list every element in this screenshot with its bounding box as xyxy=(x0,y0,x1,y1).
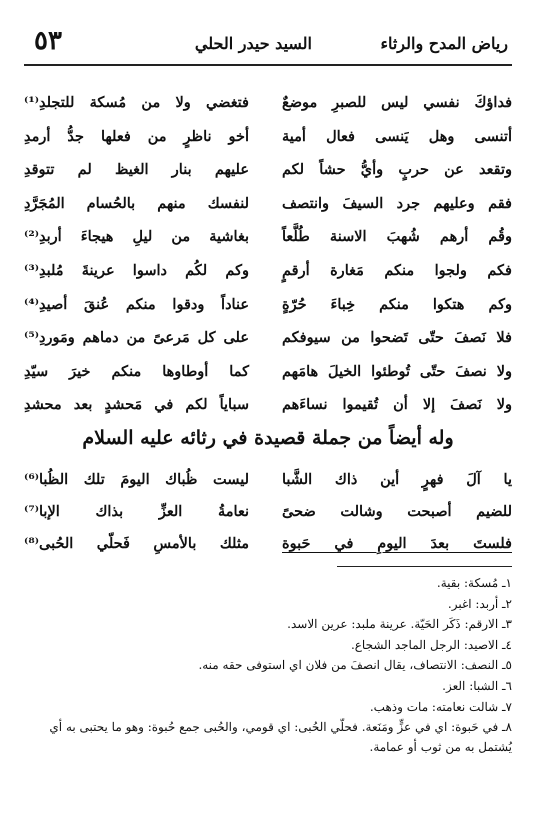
verse-row xyxy=(24,531,512,563)
verse-second-hemistich: عناداً ودقوا منكم عُنقَ أصيدِ⁽⁴⁾ xyxy=(24,295,249,313)
footnote: ١ـ مُسكة: بقية. xyxy=(436,576,512,590)
verse-first-hemistich: وتقعد عن حربٍ وأيُّ حشاً لكم xyxy=(282,161,512,179)
footnote: ٤ـ الاصيد: الرجل الماجد الشجاع. xyxy=(350,637,512,652)
verse-first-hemistich: فكم ولجوا منكم مَغارة أرقمٍ xyxy=(282,261,512,279)
verse-first-hemistich: فلستَ بعدَ اليومِ في حَبوة xyxy=(282,535,512,552)
footnote: ٧ـ شالت نعامته: مات وذهب. xyxy=(369,699,512,714)
verse-second-hemistich: كما أوطاوها منكم خيرَ سيّدِ xyxy=(24,362,249,380)
verse-row xyxy=(24,191,512,225)
verse-row xyxy=(24,292,512,326)
verse-first-hemistich: ولا نَصفَ إلا أن تُقيموا نساءَهم xyxy=(282,396,512,414)
verse-first-hemistich: فلا نَصفَ حتّى تَضحوا من سيوفكم xyxy=(282,329,512,347)
verse-first-hemistich: للضيم أصبحت وشالت ضحىً xyxy=(282,503,512,520)
author-name: السيد حيدر الحلي xyxy=(194,34,312,53)
verse-row xyxy=(24,499,512,531)
footnote-separator xyxy=(337,566,512,567)
verse-second-hemistich: لنفسك منهم بالحُسام المُجَرَّدِ xyxy=(24,194,249,212)
verse-row xyxy=(24,359,512,393)
verse-first-hemistich: ولا نصفَ حتّى تُوطئوا الخيلَ هامَهم xyxy=(282,362,512,380)
verse-row xyxy=(24,124,512,158)
verse-first-hemistich: أتنسى وهل يَنسى فعال أمية xyxy=(282,127,512,145)
verse-second-hemistich: مثلك بالأمسِ فَحلّي الحُبى⁽⁸⁾ xyxy=(24,535,249,552)
footnote: ٢ـ أربد: اغبر. xyxy=(447,596,512,611)
verse-second-hemistich: نعامةُ العزِّ بذاك الإبا⁽⁷⁾ xyxy=(24,503,249,520)
verse-row xyxy=(24,467,512,499)
verse-second-hemistich: سباياً لكم في مَحشدٍ بعد محشدِ xyxy=(24,396,249,414)
verse-second-hemistich: عليهم بنار الغيظ لم تتوقدِ xyxy=(24,161,249,179)
page-number: ٥٣ xyxy=(34,26,62,56)
footnote: ٥ـ النصف: الانتصاف، يقال انصفَ من فلان اي استوفى حقه منه. xyxy=(198,658,512,673)
verse-second-hemistich: على كل مَرعىً من دماهم ومَوردِ⁽⁵⁾ xyxy=(24,329,249,347)
poem-second xyxy=(24,467,512,563)
header-rule xyxy=(24,64,512,66)
book-title: رياض المدح والرثاء xyxy=(380,34,508,53)
section-title: وله أيضاً من جملة قصيدة في رثائه عليه السلام xyxy=(82,427,454,449)
footnote: ٦ـ الشبا: العز. xyxy=(442,678,512,693)
footnotes xyxy=(24,573,512,757)
verse-first-hemistich: يا آلَ فهرٍ أين ذاك الشَّبا xyxy=(282,471,512,488)
verse-first-hemistich: وقُم أرهم شُهبَ الاسنة طُلَّعاً xyxy=(282,228,512,246)
footnote: ٣ـ الارقم: ذَكَر الحَيّة. عرينة ملبد: عرين الاسد. xyxy=(287,617,512,632)
verse-second-hemistich: وكم لكُم داسوا عرينةَ مُلبدِ⁽³⁾ xyxy=(24,261,249,279)
verse-row xyxy=(24,258,512,292)
verse-row xyxy=(24,392,512,426)
verse-second-hemistich: بغاشية من ليلِ هيجاءَ أربدِ⁽²⁾ xyxy=(24,228,249,246)
verse-first-hemistich: فقم وعليهم جرد السيفَ وانتصف xyxy=(282,194,512,212)
verse-second-hemistich: فتغضي ولا من مُسكة للتجلدِ⁽¹⁾ xyxy=(24,94,249,111)
verse-row xyxy=(24,224,512,258)
footnote: ٨ـ في حَبوة: اي في عزٍّ ومَنَعة. فحلّي الحُبى: اي قومي، والحُبى جمع حُبوة: وهو ما يحتبى به أي يُشتمل به من ثوب أو عمامة. xyxy=(49,720,512,755)
verse-row xyxy=(24,325,512,359)
verse-second-hemistich: أخو ناظرٍ من فعلها جدُّ أرمدِ xyxy=(24,127,249,145)
verse-first-hemistich: فداؤكَ نفسي ليس للصبرِ موضعٌ xyxy=(282,94,512,111)
verse-first-hemistich: وكم هتكوا منكم خِباءَ حُرّةٍ xyxy=(282,295,512,313)
verse-row xyxy=(24,90,512,124)
verse-row xyxy=(24,157,512,191)
poem-first xyxy=(24,90,512,426)
verse-second-hemistich: ليست ظُباك اليومَ تلك الظُبا⁽⁶⁾ xyxy=(24,471,249,488)
